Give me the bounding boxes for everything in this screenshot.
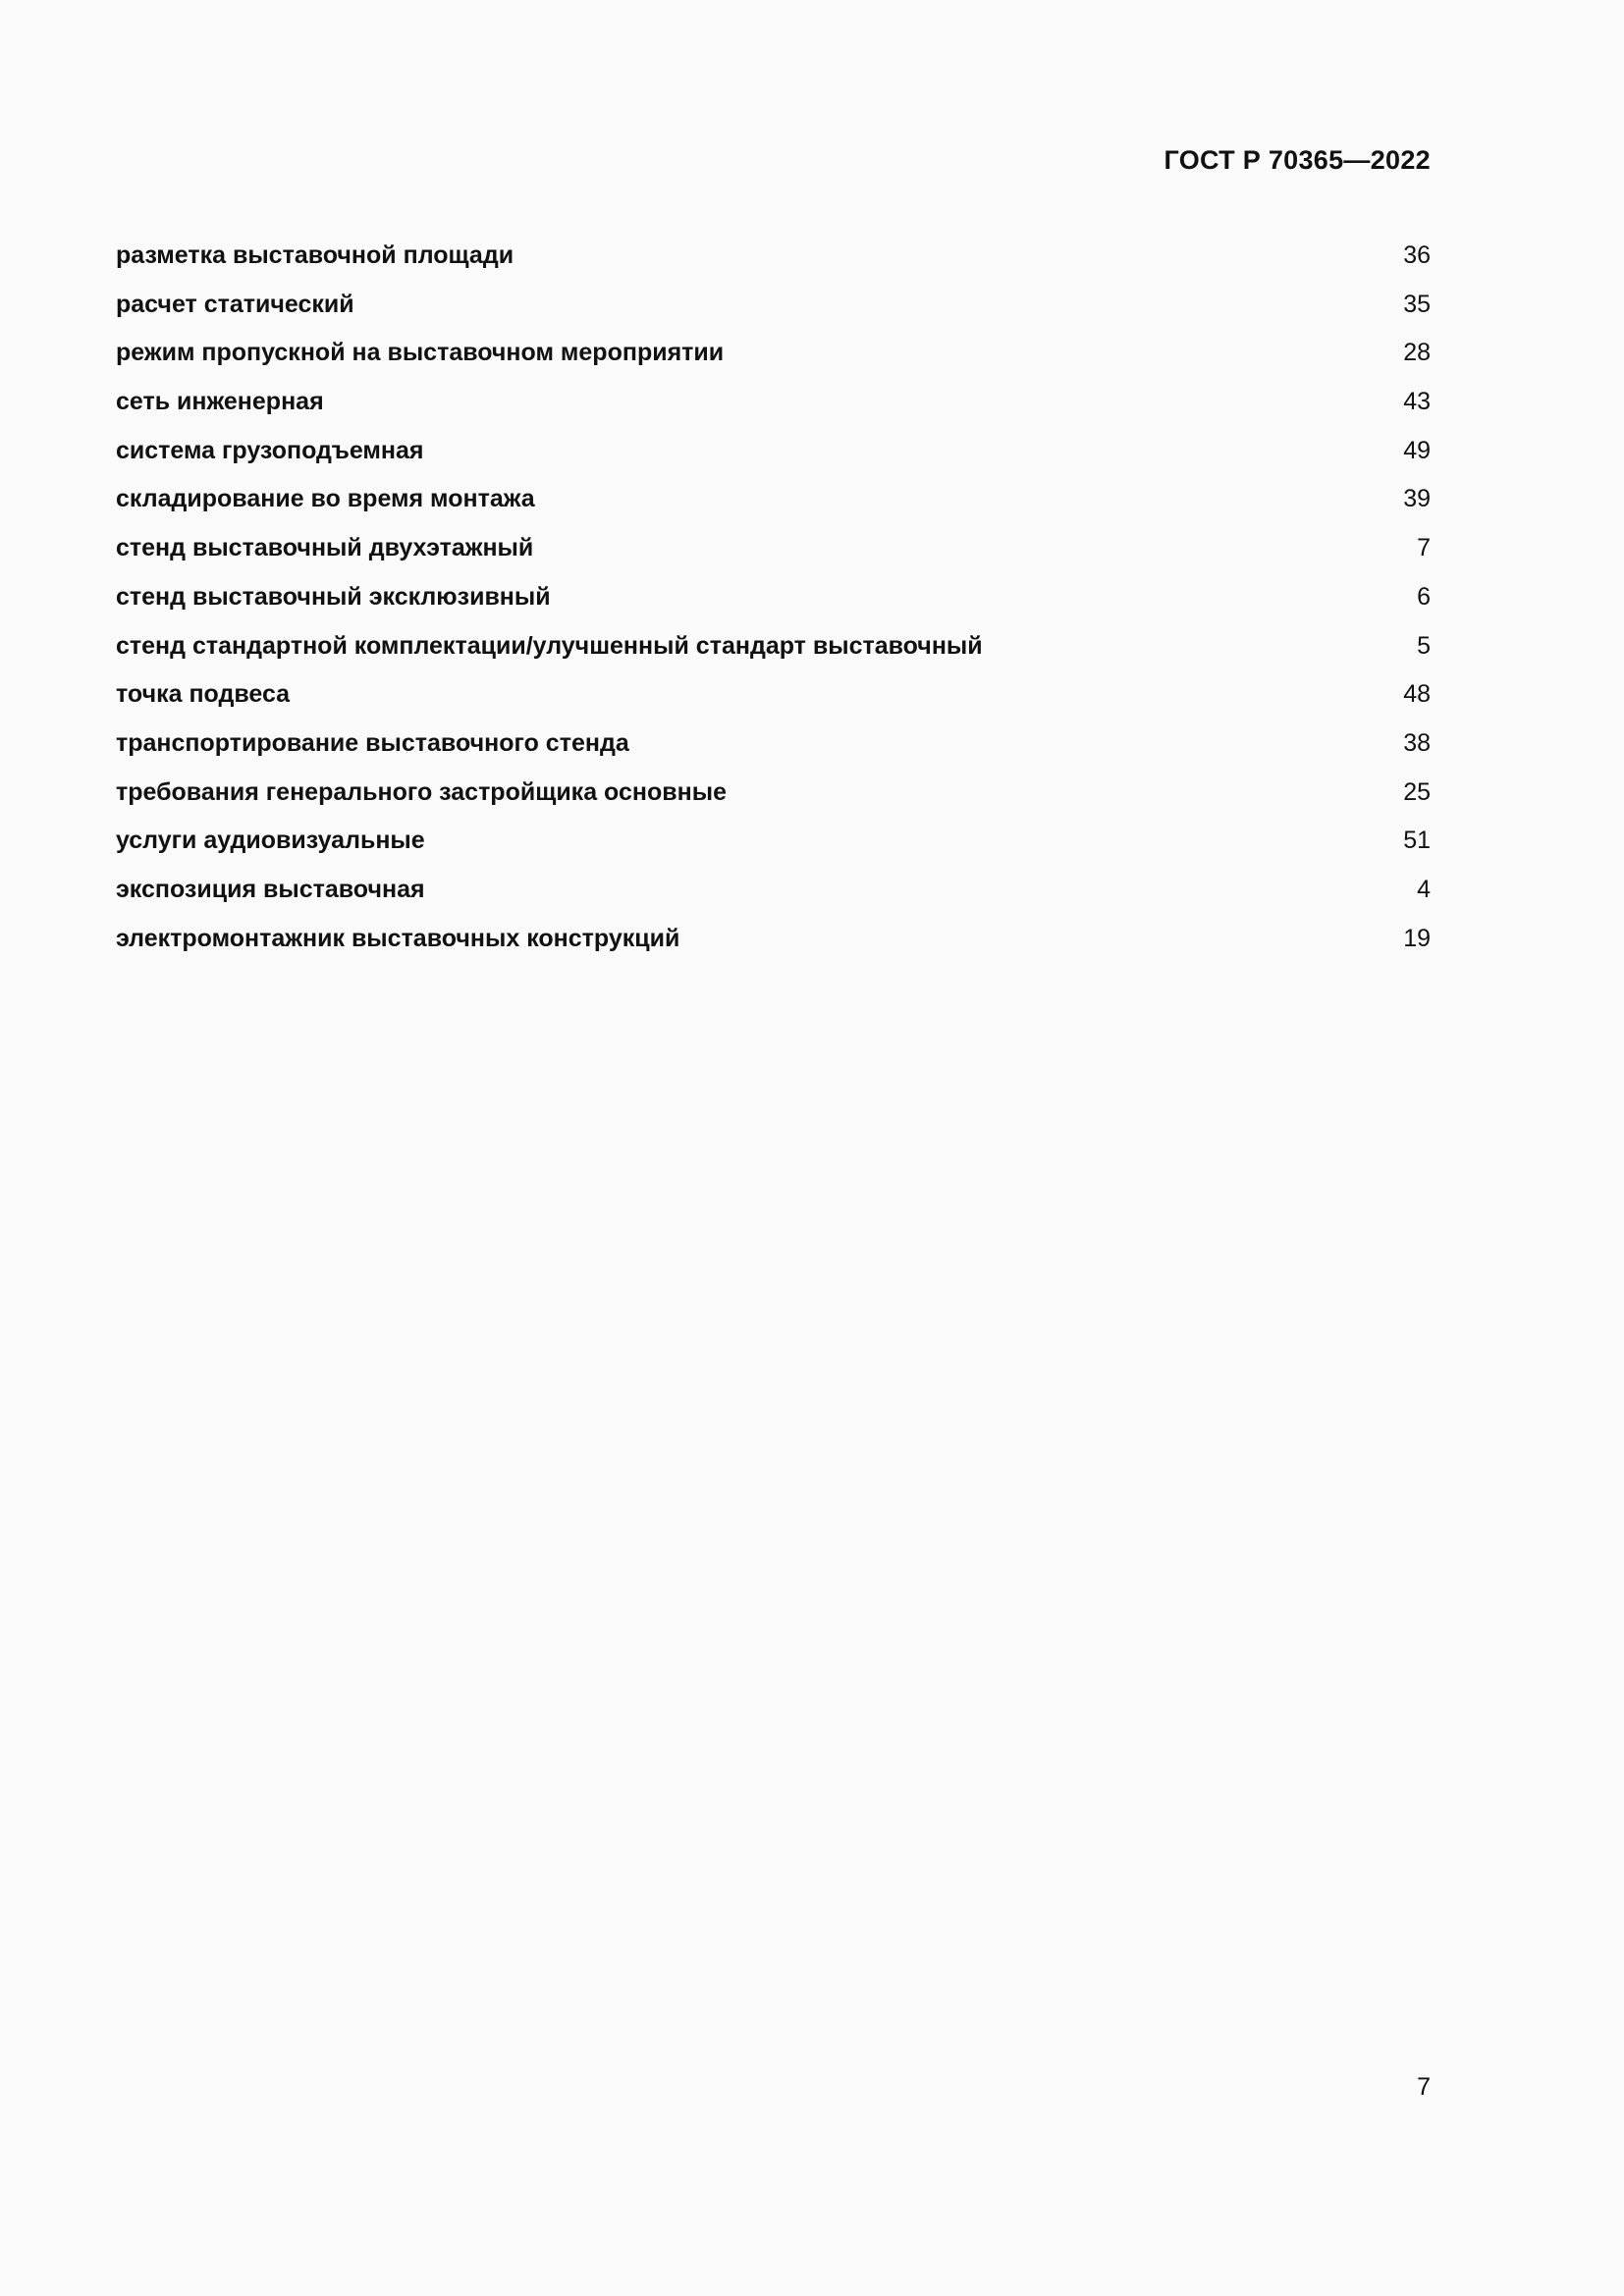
index-page-number: 49	[1403, 436, 1431, 464]
index-page-number: 5	[1417, 631, 1431, 660]
index-page-number: 51	[1403, 827, 1431, 855]
alphabetical-index	[116, 232, 1431, 963]
index-entry	[116, 866, 1431, 915]
index-entry	[116, 378, 1431, 427]
index-term: стенд выставочный эксклюзивный	[116, 582, 551, 611]
index-page-number: 6	[1417, 582, 1431, 611]
index-page-number: 48	[1403, 680, 1431, 709]
index-page-number: 39	[1403, 485, 1431, 513]
index-term: сеть инженерная	[116, 388, 324, 416]
index-term: стенд выставочный двухэтажный	[116, 534, 534, 562]
standard-code: ГОСТ Р 70365—2022	[1164, 145, 1431, 175]
index-entry	[116, 427, 1431, 476]
index-entry	[116, 329, 1431, 378]
index-term: система грузоподъемная	[116, 436, 424, 464]
index-term: стенд стандартной комплектации/улучшенный стандарт выставочный	[116, 631, 983, 660]
index-page-number: 28	[1403, 339, 1431, 367]
index-page-number: 35	[1403, 290, 1431, 318]
index-term: разметка выставочной площади	[116, 241, 514, 269]
index-term: транспортирование выставочного стенда	[116, 728, 629, 757]
index-term: расчет статический	[116, 290, 354, 318]
index-page-number: 36	[1403, 241, 1431, 269]
index-entry	[116, 915, 1431, 964]
index-entry	[116, 769, 1431, 818]
index-term: услуги аудиовизуальные	[116, 827, 425, 855]
index-term: электромонтажник выставочных конструкций	[116, 924, 680, 952]
index-page-number: 7	[1417, 534, 1431, 562]
index-entry	[116, 524, 1431, 573]
index-term: режим пропускной на выставочном мероприятии	[116, 339, 725, 367]
index-entry	[116, 475, 1431, 524]
index-page-number: 38	[1403, 728, 1431, 757]
index-entry	[116, 622, 1431, 671]
index-term: экспозиция выставочная	[116, 875, 425, 903]
page-number: 7	[1417, 2073, 1431, 2101]
index-page-number: 19	[1403, 924, 1431, 952]
index-entry	[116, 670, 1431, 720]
index-term: требования генерального застройщика основные	[116, 777, 727, 806]
index-entry	[116, 720, 1431, 769]
index-page-number: 4	[1417, 875, 1431, 903]
index-entry	[116, 573, 1431, 622]
index-term: точка подвеса	[116, 680, 291, 709]
index-entry	[116, 232, 1431, 281]
index-entry	[116, 817, 1431, 866]
index-page-number: 43	[1403, 388, 1431, 416]
index-entry	[116, 281, 1431, 330]
index-page-number: 25	[1403, 777, 1431, 806]
index-term: складирование во время монтажа	[116, 485, 535, 513]
